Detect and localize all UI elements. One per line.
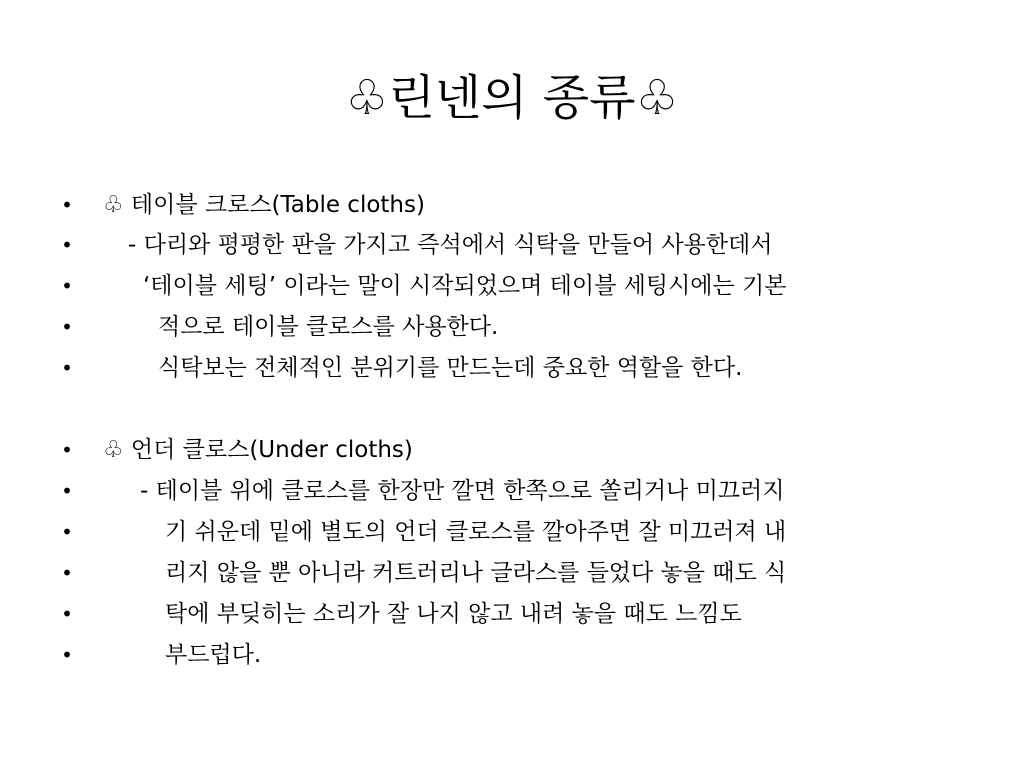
list-item xyxy=(0,266,1024,306)
list-item xyxy=(0,553,1024,593)
list-item-text: 탁에 부딪히는 소리가 잘 나지 않고 내려 놓을 때도 느낌도 xyxy=(165,601,742,627)
list-item xyxy=(0,471,1024,511)
list-item-text: 기 쉬운데 밑에 별도의 언더 클로스를 깔아주면 잘 미끄러져 내 xyxy=(165,519,787,545)
list-item-text: 리지 않을 뿐 아니라 커트러리나 글라스를 들었다 놓을 때도 식 xyxy=(165,560,787,586)
bullet-dot: • xyxy=(61,356,73,380)
bullet-dot: • xyxy=(61,479,73,503)
list-item-text: ♧ 언더 클로스(Under cloths) xyxy=(103,437,413,463)
list-item-text: 식탁보는 전체적인 분위기를 만드는데 중요한 역할을 한다. xyxy=(158,355,743,381)
bullet-dot: • xyxy=(61,561,73,585)
bullet-dot: • xyxy=(61,193,73,217)
list-item-text: ♧ 테이블 크로스(Table cloths) xyxy=(103,192,425,218)
list-item xyxy=(0,225,1024,265)
bullet-dot: • xyxy=(61,233,73,257)
bullet-dot: • xyxy=(61,520,73,544)
list-item xyxy=(0,348,1024,388)
list-item xyxy=(0,635,1024,675)
list-item xyxy=(0,430,1024,470)
list-item xyxy=(0,307,1024,347)
bullet-dot: • xyxy=(61,315,73,339)
slide-title: ♧린넨의 종류♧ xyxy=(345,70,679,126)
list-item-text: 적으로 테이블 클로스를 사용한다. xyxy=(158,314,499,340)
bullet-dot: • xyxy=(61,643,73,667)
list-item-text: - 다리와 평평한 판을 가지고 즉석에서 식탁을 만들어 사용한데서 xyxy=(128,232,773,258)
list-item xyxy=(0,185,1024,225)
bullet-dot: • xyxy=(61,438,73,462)
list-item-text: - 테이블 위에 클로스를 한장만 깔면 한쪽으로 쏠리거나 미끄러지 xyxy=(140,478,785,504)
list-item xyxy=(0,594,1024,634)
list-item-text: ‘테이블 세팅’ 이라는 말이 시작되었으며 테이블 세팅시에는 기본 xyxy=(143,273,787,299)
list-item-text: 부드럽다. xyxy=(165,642,262,668)
list-item xyxy=(0,512,1024,552)
bullet-dot: • xyxy=(61,602,73,626)
bullet-dot: • xyxy=(61,274,73,298)
